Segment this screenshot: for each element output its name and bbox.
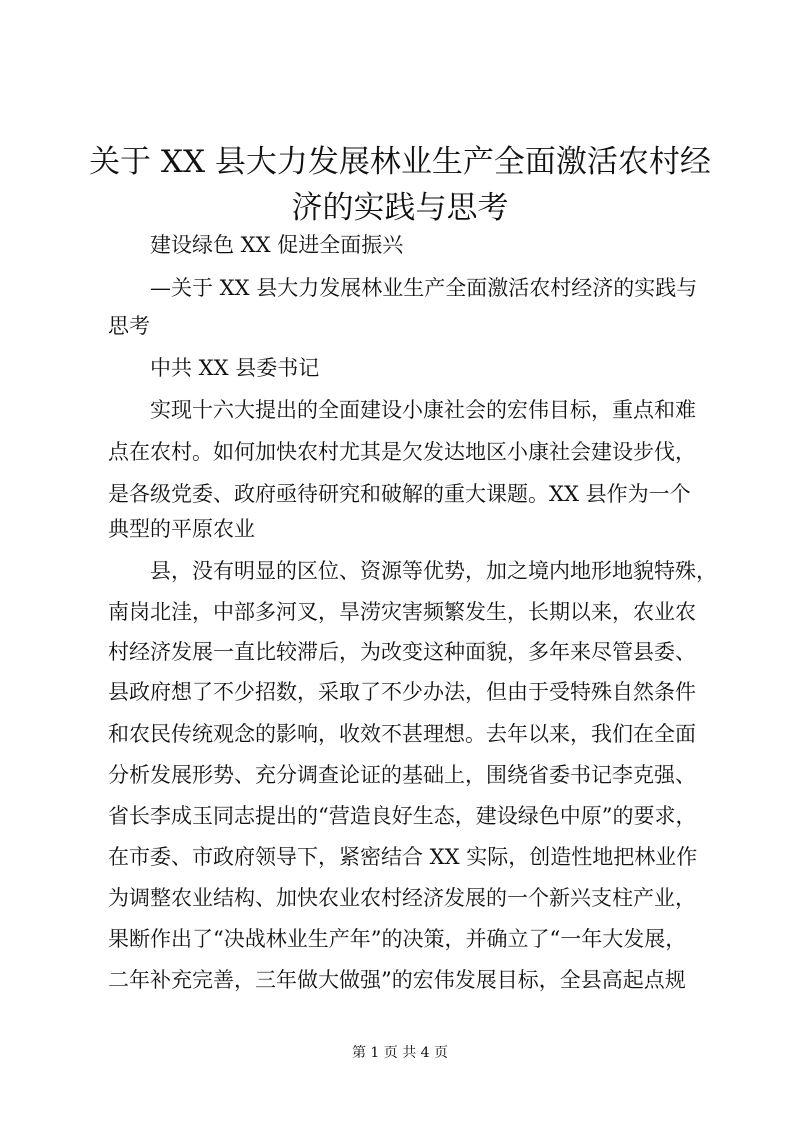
paragraph2-line-8: 在市委、市政府领导下，紧密结合 XX 实际，创造性地把林业作	[108, 845, 698, 869]
document-title-line-2: 济的实践与思考	[291, 190, 509, 226]
paragraph1-line-3: 是各级党委、政府亟待研究和破解的重大课题。XX 县作为一个	[108, 482, 691, 506]
paragraph2-line-1: 县，没有明显的区位、资源等优势，加之境内地形地貌特殊，	[150, 559, 717, 583]
paragraph1-line-2: 点在农村。如何加快农村尤其是欠发达地区小康社会建设步伐，	[108, 440, 696, 464]
document-subtitle2-line-1: —关于 XX 县大力发展林业生产全面激活农村经济的实践与	[150, 276, 698, 300]
paragraph2-line-11: 二年补充完善，三年做大做强”的宏伟发展目标，全县高起点规	[108, 968, 686, 992]
paragraph2-line-9: 为调整农业结构、加快农业农村经济发展的一个新兴支柱产业，	[108, 886, 696, 910]
paragraph2-line-5: 和农民传统观念的影响，收效不甚理想。去年以来，我们在全面	[108, 722, 696, 746]
paragraph2-line-7: 省长李成玉同志提出的“营造良好生态，建设绿色中原”的要求，	[108, 804, 697, 828]
paragraph2-line-3: 村经济发展一直比较滞后，为改变这种面貌，多年来尽管县委、	[108, 640, 696, 664]
page-number-footer: 第 1 页 共 4 页	[351, 1045, 449, 1061]
document-author: 中共 XX 县委书记	[150, 356, 320, 380]
paragraph2-line-2: 南岗北洼，中部多河叉，旱涝灾害频繁发生，长期以来，农业农	[108, 600, 696, 624]
paragraph2-line-10: 果断作出了“决战林业生产年”的决策，并确立了“一年大发展，	[108, 927, 687, 951]
document-subtitle: 建设绿色 XX 促进全面振兴	[150, 233, 404, 257]
document-subtitle2-line-2: 思考	[108, 314, 150, 338]
paragraph1-line-1: 实现十六大提出的全面建设小康社会的宏伟目标，重点和难	[150, 398, 696, 422]
document-title-line-1: 关于 XX 县大力发展林业生产全面激活农村经	[89, 144, 711, 180]
paragraph1-line-4: 典型的平原农业	[108, 517, 255, 541]
paragraph2-line-4: 县政府想了不少招数，采取了不少办法，但由于受特殊自然条件	[108, 680, 696, 704]
paragraph2-line-6: 分析发展形势、充分调查论证的基础上，围绕省委书记李克强、	[108, 763, 696, 787]
